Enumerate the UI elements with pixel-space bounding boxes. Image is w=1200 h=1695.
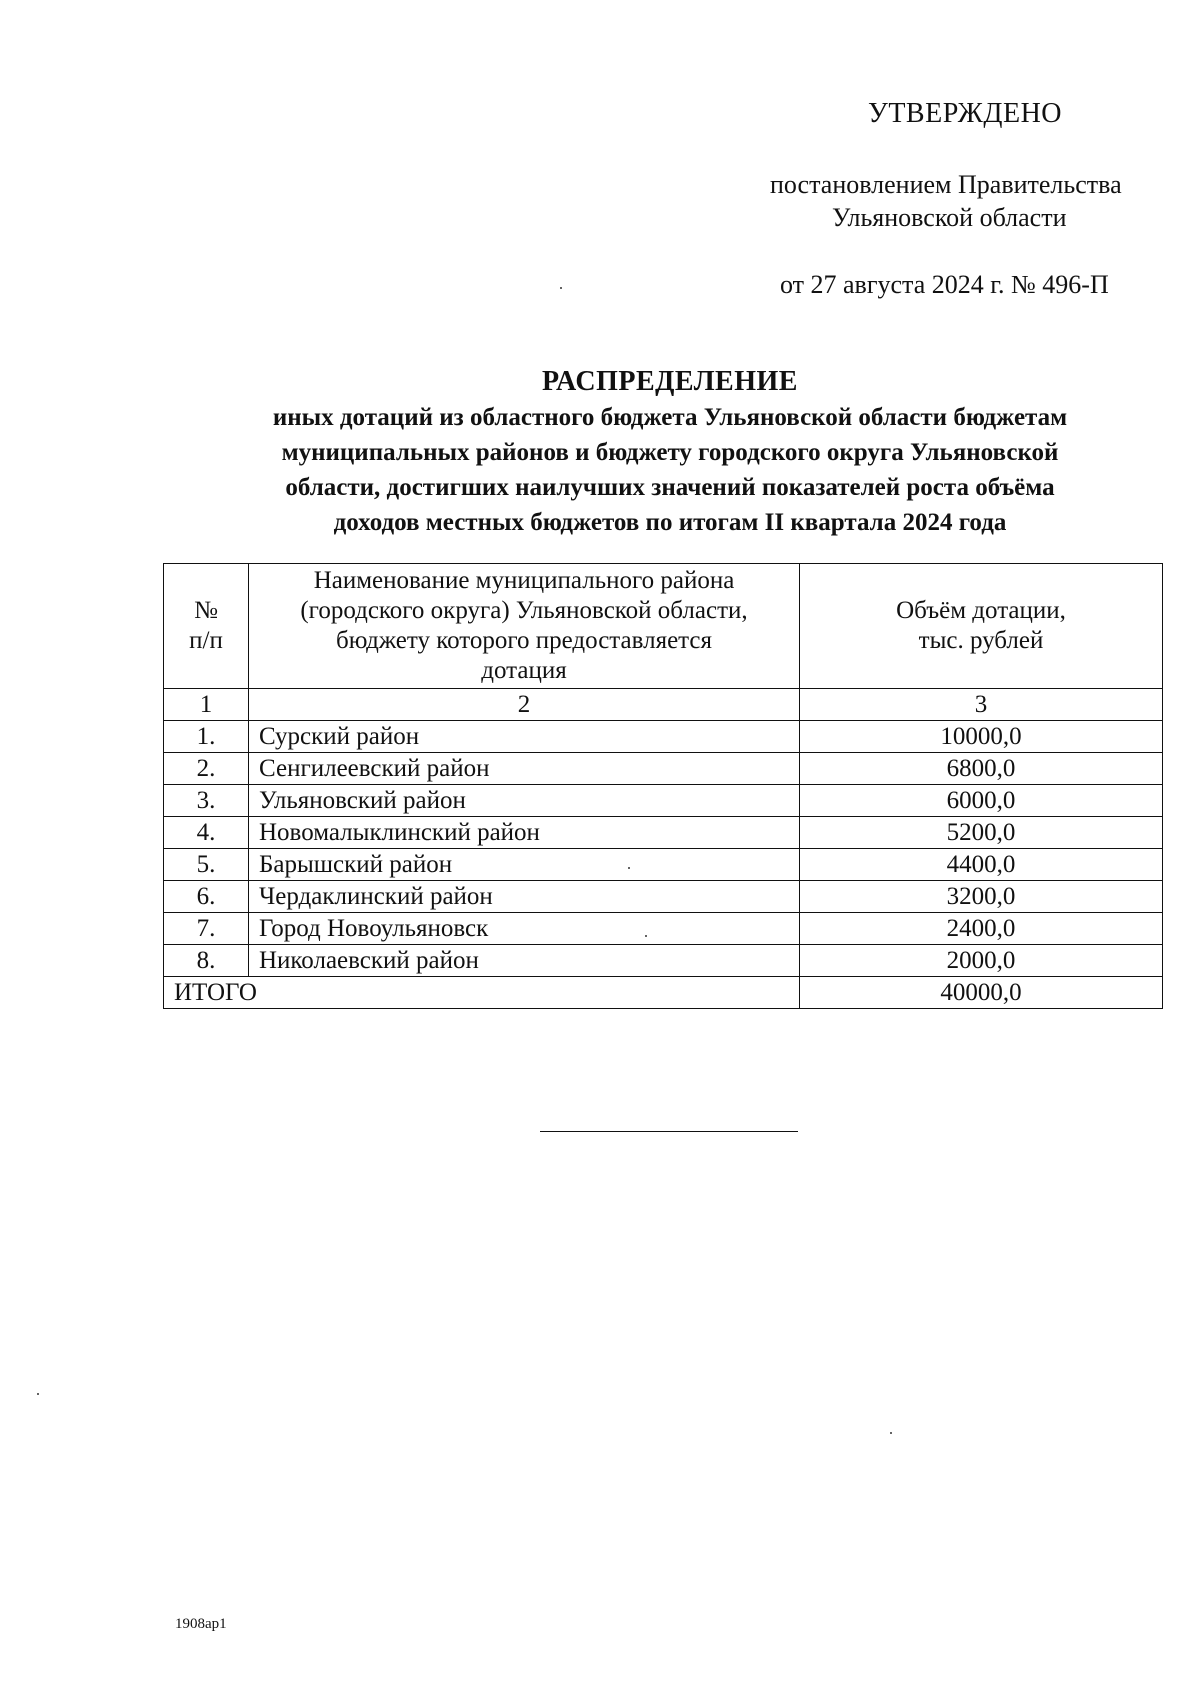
row-amount: 2400,0 (800, 913, 1163, 945)
separator-line (540, 1131, 798, 1132)
row-amount: 5200,0 (800, 817, 1163, 849)
document-title-block (160, 364, 1180, 540)
row-num: 6. (164, 881, 249, 913)
header-num (164, 564, 249, 689)
row-num: 5. (164, 849, 249, 881)
approval-stamp-title: УТВЕРЖДЕНО (868, 98, 1063, 129)
total-label: ИТОГО (164, 977, 800, 1009)
document-subtitle-line-4: доходов местных бюджетов по итогам II квартала 2024 года (333, 509, 1007, 536)
header-volume (800, 564, 1163, 689)
row-num: 1. (164, 721, 249, 753)
decree-line-1: постановлением Правительства (770, 170, 1122, 199)
column-number-row (164, 689, 1163, 721)
table-row (164, 913, 1163, 945)
table-row (164, 753, 1163, 785)
row-num: 7. (164, 913, 249, 945)
row-name: Николаевский район (249, 945, 800, 977)
header-num-line-1: № (194, 597, 218, 624)
scan-speck (37, 1393, 39, 1395)
scan-speck (628, 867, 630, 869)
scan-speck (645, 935, 647, 937)
table-row (164, 849, 1163, 881)
header-volume-line-1: Объём дотации, (896, 597, 1066, 624)
table-row (164, 721, 1163, 753)
row-amount: 6000,0 (800, 785, 1163, 817)
row-amount: 2000,0 (800, 945, 1163, 977)
table-header-row (164, 564, 1163, 689)
row-name: Ульяновский район (249, 785, 800, 817)
header-name (249, 564, 800, 689)
row-name: Сурский район (249, 721, 800, 753)
row-amount: 4400,0 (800, 849, 1163, 881)
row-num: 2. (164, 753, 249, 785)
row-amount: 6800,0 (800, 753, 1163, 785)
header-volume-line-2: тыс. рублей (918, 627, 1044, 654)
scan-speck (560, 287, 562, 289)
document-subtitle-line-1: иных дотаций из областного бюджета Ульяновской области бюджетам (272, 404, 1068, 431)
header-name-line-2: (городского округа) Ульяновской области, (300, 597, 748, 624)
table-row (164, 945, 1163, 977)
column-number-3: 3 (800, 689, 1163, 721)
table-row (164, 881, 1163, 913)
row-amount: 10000,0 (800, 721, 1163, 753)
document-subtitle-line-2: муниципальных районов и бюджету городского округа Ульяновской (281, 439, 1059, 466)
row-name: Чердаклинский район (249, 881, 800, 913)
row-num: 4. (164, 817, 249, 849)
decree-line-2: Ульяновской области (832, 203, 1067, 232)
row-name: Новомалыклинский район (249, 817, 800, 849)
header-name-line-3: бюджету которого предоставляется (335, 627, 713, 654)
decree-date: от 27 августа 2024 г. № 496-П (780, 270, 1109, 299)
table-row (164, 817, 1163, 849)
row-amount: 3200,0 (800, 881, 1163, 913)
distribution-table (163, 563, 1163, 1009)
header-num-line-2: п/п (189, 627, 223, 654)
document-subtitle-line-3: области, достигших наилучших значений показателей роста объёма (285, 474, 1055, 501)
row-name: Сенгилеевский район (249, 753, 800, 785)
row-num: 8. (164, 945, 249, 977)
header-name-line-1: Наименование муниципального района (313, 567, 735, 594)
scan-speck (890, 1432, 892, 1434)
header-name-line-4: дотация (481, 657, 567, 684)
column-number-2: 2 (249, 689, 800, 721)
row-num: 3. (164, 785, 249, 817)
total-amount: 40000,0 (800, 977, 1163, 1009)
document-code: 1908ap1 (175, 1616, 227, 1632)
document-title: РАСПРЕДЕЛЕНИЕ (542, 366, 798, 397)
table-row (164, 785, 1163, 817)
row-name: Город Новоульяновск (249, 913, 800, 945)
column-number-1: 1 (164, 689, 249, 721)
row-name: Барышский район (249, 849, 800, 881)
total-row (164, 977, 1163, 1009)
